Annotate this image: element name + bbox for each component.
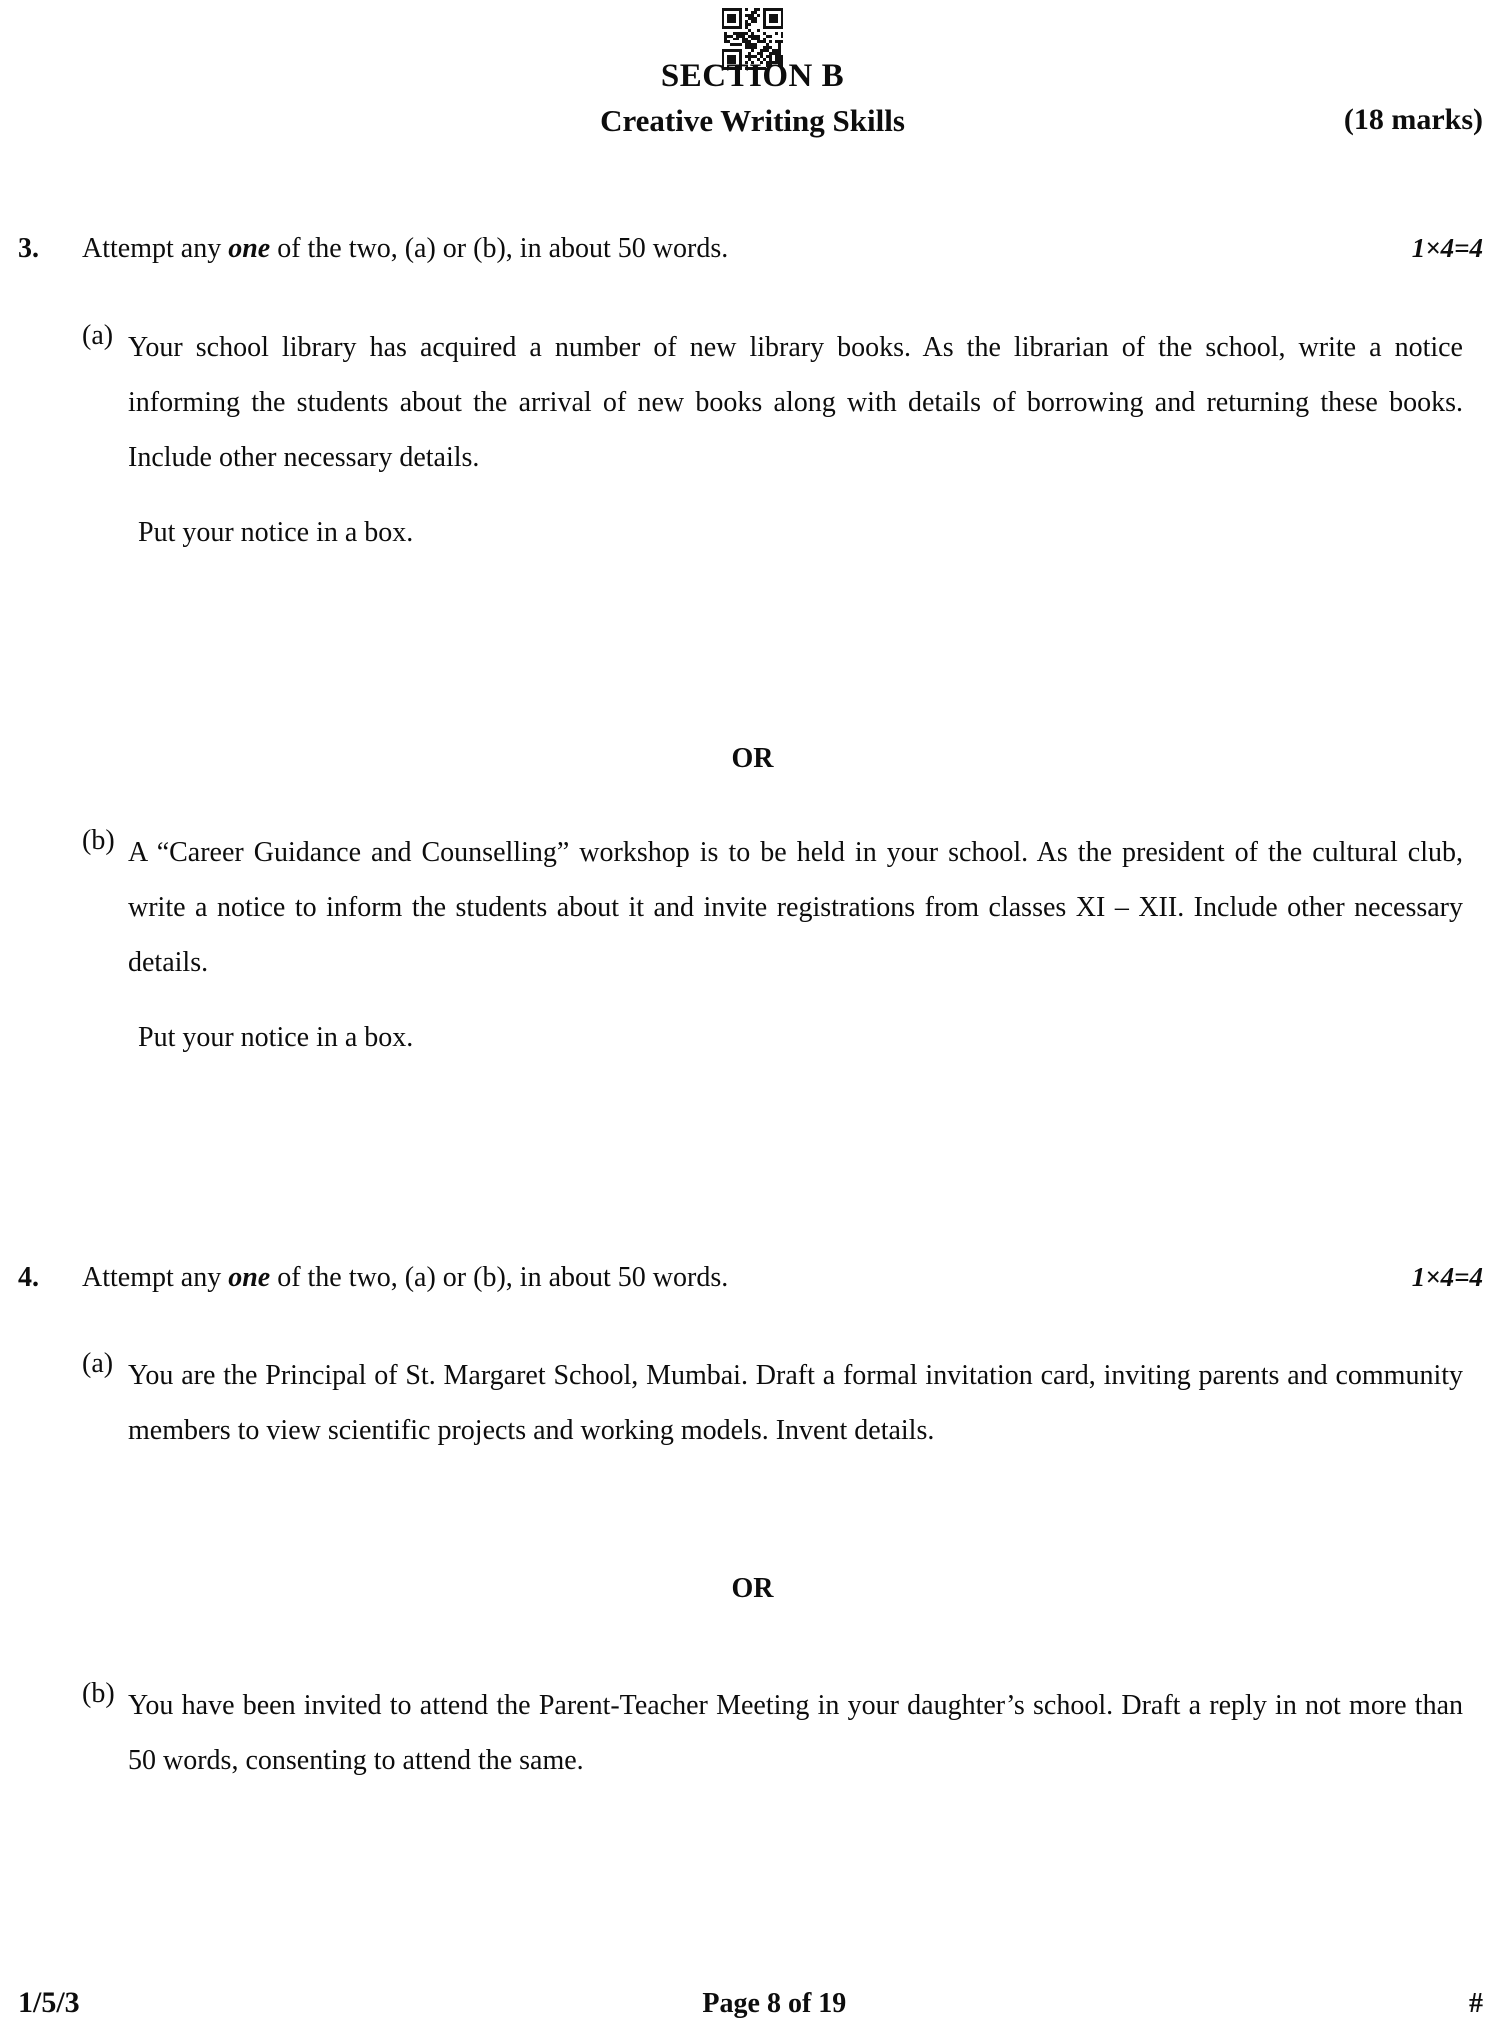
question-3-stem-emphasis: one xyxy=(228,233,271,264)
question-3-option-a-label: (a) xyxy=(82,320,114,351)
question-3-stem xyxy=(82,233,1392,265)
question-3-option-b xyxy=(0,825,1505,1065)
question-4-stem-row xyxy=(0,1262,1505,1294)
question-3-option-a xyxy=(0,320,1505,560)
question-4-stem xyxy=(82,1262,1392,1294)
subsection-title: Creative Writing Skills xyxy=(600,103,905,138)
question-3-block xyxy=(0,233,1505,265)
question-4-number: 4. xyxy=(18,1262,39,1293)
question-3-option-a-text: Your school library has acquired a number of new library books. As the librarian of the school, write a notice informing the students about the arrival of new books along with details of borrowing and returning these books. Include other necessary details. xyxy=(128,332,1463,473)
question-4-stem-emphasis: one xyxy=(228,1262,271,1293)
question-3-marks: 1×4=4 xyxy=(1411,233,1483,263)
question-3-option-b-body xyxy=(128,825,1463,1065)
question-3-option-b-label: (b) xyxy=(82,825,115,856)
question-4-block xyxy=(0,1262,1505,1294)
question-4-marks: 1×4=4 xyxy=(1411,1262,1483,1292)
question-3-option-b-row xyxy=(0,825,1505,1065)
question-3-stem-before: Attempt any xyxy=(82,233,229,264)
question-3-number: 3. xyxy=(18,233,39,264)
question-4-option-b-row xyxy=(0,1678,1505,1788)
section-marks-label: (18 marks) xyxy=(1343,103,1483,136)
question-3-stem-row xyxy=(0,233,1505,265)
question-4-option-a-row xyxy=(0,1348,1505,1458)
question-3-option-a-row xyxy=(0,320,1505,560)
question-4-option-a xyxy=(0,1348,1505,1458)
question-3-option-b-text: A “Career Guidance and Counselling” workshop is to be held in your school. As the president of the cultural club, write a notice to inform the students about it and invite registrations from classes XI – XII. Include other necessary details. xyxy=(128,837,1463,978)
question-3-stem-after: of the two, (a) or (b), in about 50 words. xyxy=(270,233,729,264)
question-4-option-b-text: You have been invited to attend the Parent-Teacher Meeting in your daughter’s school. Draft a reply in not more than 50 words, consenting to attend the same. xyxy=(128,1690,1463,1776)
subsection-header-row xyxy=(0,103,1505,139)
page-footer xyxy=(0,1986,1505,2020)
section-title: SECTION B xyxy=(660,58,845,94)
question-4-option-a-label: (a) xyxy=(82,1348,114,1379)
question-4-option-a-text: You are the Principal of St. Margaret School, Mumbai. Draft a formal invitation card, inviting parents and community members to view scientific projects and working models. Invent details. xyxy=(128,1360,1463,1446)
question-3-option-a-note: Put your notice in a box. xyxy=(138,517,414,548)
question-4-or-separator: OR xyxy=(731,1573,774,1604)
question-4-option-b-label: (b) xyxy=(82,1678,115,1709)
question-3-option-b-note: Put your notice in a box. xyxy=(138,1022,414,1053)
end-mark: # xyxy=(1469,1988,1483,2019)
page-number: Page 8 of 19 xyxy=(702,1988,847,2019)
question-4-stem-before: Attempt any xyxy=(82,1262,229,1293)
question-4-option-a-body xyxy=(128,1348,1463,1458)
paper-code: 1/5/3 xyxy=(18,1986,80,2019)
question-3-or-separator: OR xyxy=(731,743,774,774)
question-3-option-a-body xyxy=(128,320,1463,560)
question-4-option-b xyxy=(0,1678,1505,1788)
question-4-option-b-body xyxy=(128,1678,1463,1788)
question-4-stem-after: of the two, (a) or (b), in about 50 words. xyxy=(270,1262,729,1293)
